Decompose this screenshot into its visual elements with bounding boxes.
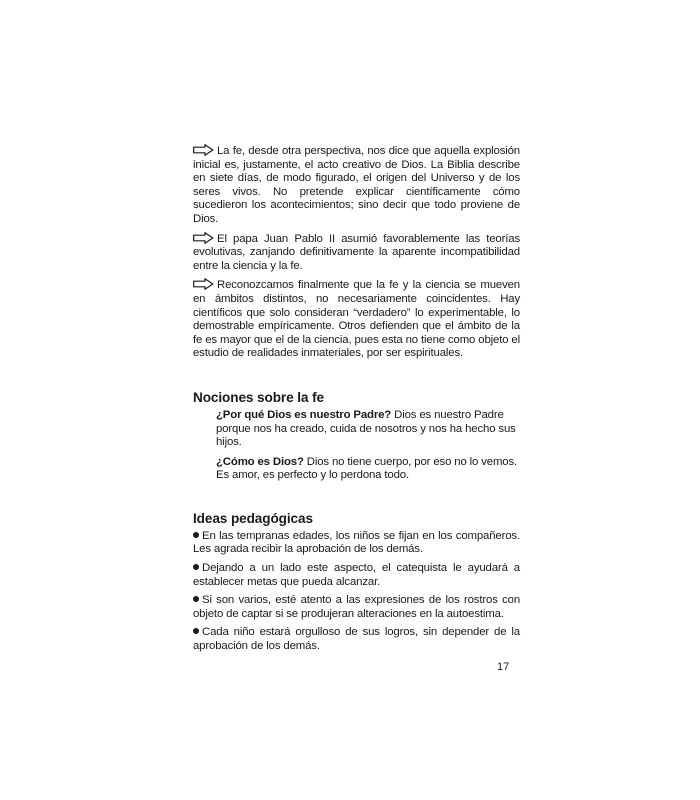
qa-item xyxy=(193,409,520,450)
qa-answer: Dios no tiene cuerpo, por eso no lo vemos. Es amor, es perfecto y lo perdona todo. xyxy=(216,455,518,482)
qa-item xyxy=(193,456,520,483)
page-number: 17 xyxy=(497,661,510,673)
intro-paragraph: Reconozcamos finalmente que la fe y la ciencia se mueven en ámbitos distintos, no necesariamente coincidentes. Hay científicos que solo consideran “verdadero” lo experimentable, lo demostrable empíricamente. Otros defienden que el ámbito de la fe es mayor que el de la ciencia, pues esta no tiene como objeto el estudio de realidades inmateriales, por ser espirituales. xyxy=(193,279,520,360)
qa-question: ¿Por qué Dios es nuestro Padre? xyxy=(216,408,392,421)
right-arrow-icon xyxy=(193,232,214,244)
right-arrow-icon xyxy=(193,278,214,290)
qa-answer: Dios es nuestro Padre porque nos ha creado, cuida de nosotros y nos ha hecho sus hijos. xyxy=(216,408,516,449)
bullet-item: En las tempranas edades, los niños se fijan en los compañeros. Les agrada recibir la aprobación de los demás. xyxy=(193,529,520,556)
section-heading-ideas: Ideas pedagógicas xyxy=(193,510,313,526)
bullet-item: Dejando a un lado este aspecto, el catequista le ayudará a establecer metas que pueda alcanzar. xyxy=(193,562,520,588)
page-content xyxy=(193,144,520,659)
section-heading-nociones: Nociones sobre la fe xyxy=(193,389,324,405)
bullet-dot-icon xyxy=(193,532,199,538)
right-arrow-icon xyxy=(193,144,214,156)
intro-paragraph: El papa Juan Pablo II asumió favorablemente las teorías evolutivas, zanjando definitivamente la aparente incompatibilidad entre la ciencia y la fe. xyxy=(193,232,520,272)
bullet-dot-icon xyxy=(193,564,199,570)
intro-paragraph: La fe, desde otra perspectiva, nos dice que aquella explosión inicial es, justamente, el acto creativo de Dios. La Biblia describe en siete días, de modo figurado, el origen del Universo y de los seres vivos. No pretende explicar científicamente cómo sucedieron los acontecimientos; sino decir que todo proviene de Dios. xyxy=(193,145,520,225)
bullet-dot-icon xyxy=(193,628,199,634)
bullet-item: Cada niño estará orgulloso de sus logros, sin depender de la aprobación de los demás. xyxy=(193,626,520,653)
qa-question: ¿Cómo es Dios? xyxy=(216,455,304,468)
bullet-item: Si son varios, esté atento a las expresiones de los rostros con objeto de captar si se produjeran alteraciones en la autoestima. xyxy=(193,594,520,620)
bullet-dot-icon xyxy=(193,596,199,602)
